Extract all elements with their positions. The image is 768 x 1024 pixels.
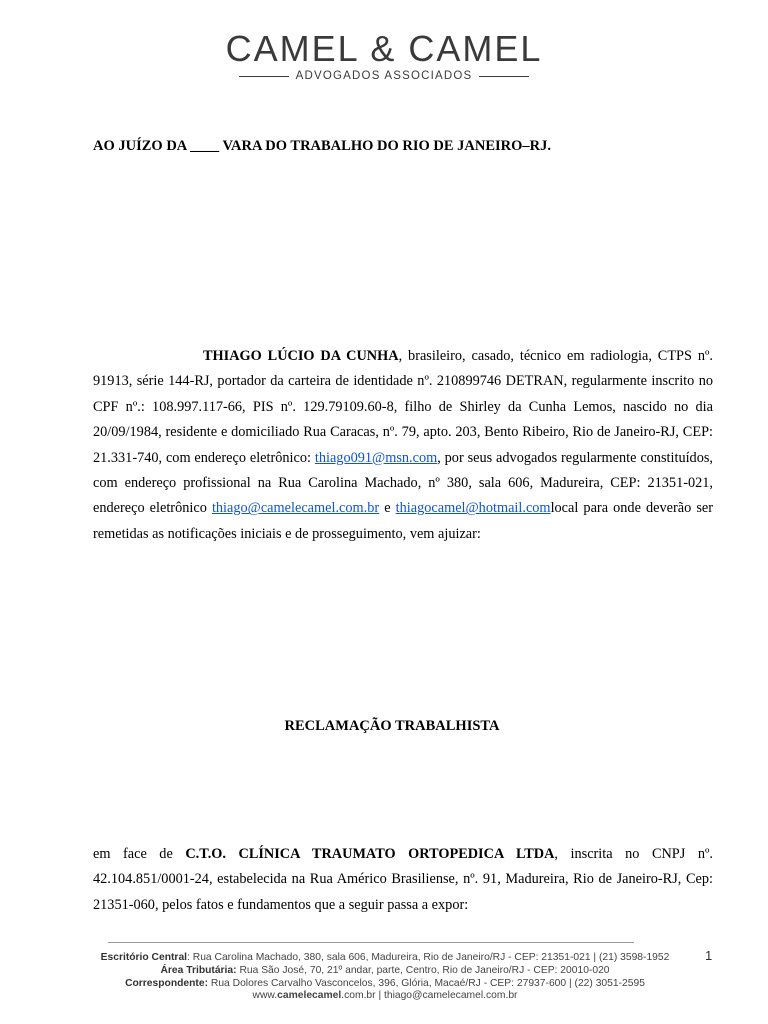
defendant-paragraph bbox=[93, 842, 713, 918]
logo-subtitle bbox=[239, 70, 529, 82]
footer-web-rest: .com.br | thiago@camelecamel.com.br bbox=[341, 990, 518, 1002]
footer-web bbox=[60, 990, 710, 1003]
footer-central bbox=[60, 952, 710, 965]
footer-central-label: Escritório Central bbox=[100, 952, 188, 963]
logo-subtitle-text: ADVOGADOS ASSOCIADOS bbox=[295, 70, 473, 82]
footer-correspondente bbox=[60, 978, 710, 991]
logo-title: CAMEL & CAMEL bbox=[225, 28, 543, 69]
firm-logo bbox=[0, 30, 768, 82]
footer-web-brand: camelecamel bbox=[277, 990, 342, 1002]
plaintiff-name: THIAGO LÚCIO DA CUNHA bbox=[203, 348, 399, 364]
footer bbox=[60, 952, 710, 1003]
logo-divider-left bbox=[239, 76, 289, 77]
footer-correspondente-label: Correspondente: bbox=[125, 977, 209, 989]
plaintiff-text-b: , por seus advogados regularmente constituídos, com endereço profissional na Rua Carolina Machado, nº 380, sala 606, Madureira, CEP: 21351-021, endereço eletrônico bbox=[93, 449, 713, 517]
footer-correspondente-text: Rua Dolores Carvalho Vasconcelos, 396, Glória, Macaé/RJ - CEP: 27937-600 | (22) 3051-2595 bbox=[208, 977, 645, 989]
court-heading: AO JUÍZO DA ____ VARA DO TRABALHO DO RIO DE JANEIRO–RJ. bbox=[93, 138, 552, 154]
plaintiff-text-c: e bbox=[379, 500, 396, 517]
email-link-3[interactable]: thiagocamel@hotmail.com bbox=[395, 500, 551, 517]
page-number: 1 bbox=[705, 948, 713, 963]
footer-central-text: : Rua Carolina Machado, 380, sala 606, Madureira, Rio de Janeiro/RJ - CEP: 21351-021 | (21) 3598-1952 bbox=[187, 952, 670, 963]
footer-divider bbox=[108, 942, 634, 943]
email-link-2[interactable]: thiago@camelecamel.com.br bbox=[211, 500, 380, 517]
footer-tributaria-text: Rua São José, 70, 21º andar, parte, Centro, Rio de Janeiro/RJ - CEP: 20010-020 bbox=[236, 964, 610, 976]
footer-tributaria-label: Área Tributária: bbox=[160, 964, 237, 976]
plaintiff-paragraph bbox=[93, 344, 713, 547]
footer-tributaria bbox=[60, 965, 710, 978]
defendant-name: C.T.O. CLÍNICA TRAUMATO ORTOPEDICA LTDA bbox=[185, 846, 555, 862]
defendant-prefix: em face de bbox=[93, 846, 186, 862]
footer-web-prefix: www. bbox=[252, 990, 278, 1002]
defendant-text: , inscrita no CNPJ nº. 42.104.851/0001-24, estabelecida na Rua Américo Brasiliense, nº. 91, Madureira, Rio de Janeiro-RJ, Cep: 21351-060, pelos fatos e fundamentos que a seguir passa a expor: bbox=[93, 846, 713, 913]
logo-divider-right bbox=[479, 76, 529, 77]
plaintiff-text-d: local para onde deverão ser remetidas as notificações iniciais e de prosseguimento, vem ajuizar: bbox=[93, 500, 714, 542]
plaintiff-text-a: , brasileiro, casado, técnico em radiologia, CTPS nº. 91913, série 144-RJ, portador da carteira de identidade nº. 210899746 DETRAN, regularmente inscrito no CPF nº.: 108.997.117-66, PIS nº. 129.79109.60-8, filho de Shirley da Cunha Lemos, nascido no dia 20/09/1984, residente e domiciliado Rua Caracas, nº. 79, apto. 203, Bento Ribeiro, Rio de Janeiro-RJ, CEP: 21.331-740, com endereço eletrônico: bbox=[93, 348, 713, 466]
document-title: RECLAMAÇÃO TRABALHISTA bbox=[284, 718, 500, 734]
email-link-1[interactable]: thiago091@msn.com bbox=[314, 449, 438, 466]
